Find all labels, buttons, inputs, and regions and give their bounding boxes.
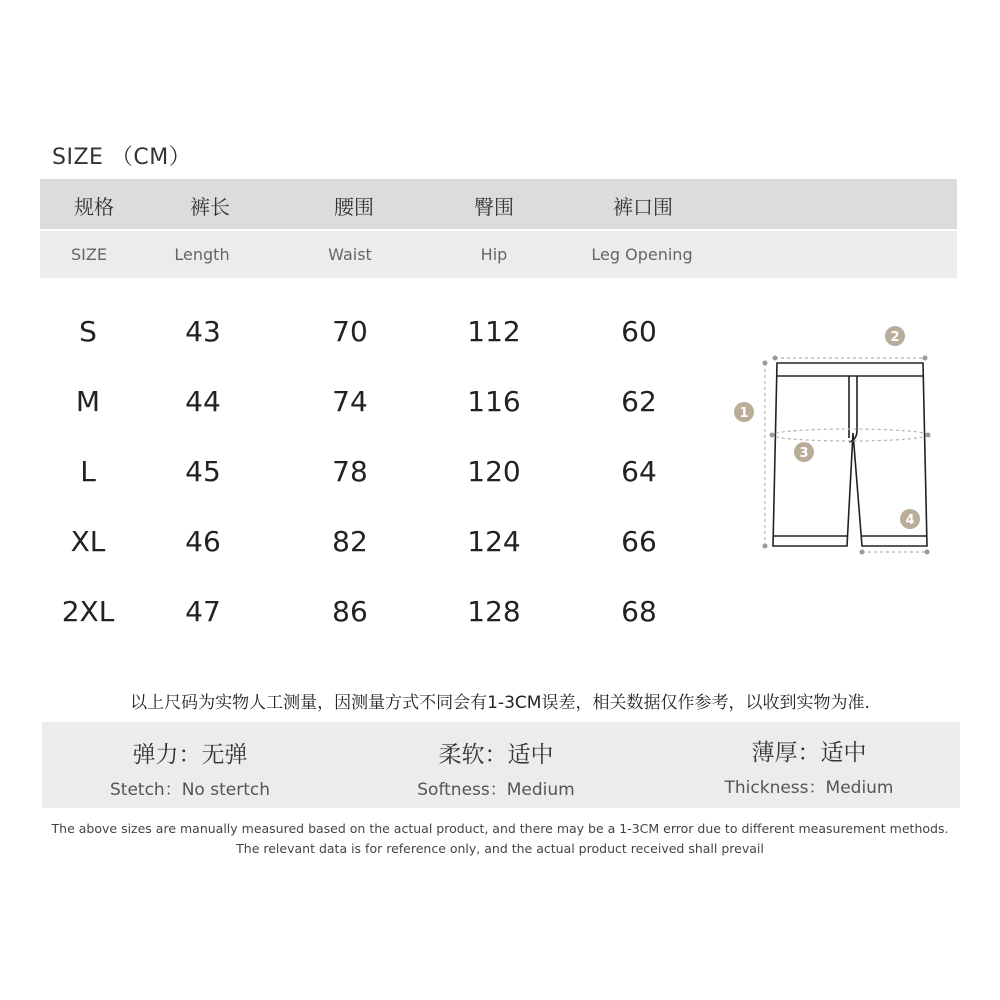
table-row — [0, 315, 720, 355]
marker-3-label: 3 — [799, 446, 809, 461]
table-row — [0, 455, 720, 495]
cell-length: 44 — [185, 385, 221, 418]
cell-leg-opening: 62 — [621, 385, 657, 418]
header-size-en: SIZE — [71, 245, 107, 264]
marker-4-label: 4 — [905, 513, 915, 528]
attribute-thickness-cn: 薄厚：适中 — [751, 740, 867, 766]
cell-leg-opening: 60 — [621, 315, 657, 348]
cell-waist: 74 — [332, 385, 368, 418]
cell-size: XL — [70, 525, 106, 558]
attribute-thickness-en: Thickness：Medium — [724, 778, 894, 798]
marker-1-badge — [734, 402, 754, 422]
cell-size: S — [79, 315, 97, 348]
attribute-stretch-en: Stetch：No stertch — [110, 780, 270, 800]
cell-hip: 120 — [467, 455, 521, 488]
marker-3-badge — [794, 442, 814, 462]
measurement-note-en-line-2: The relevant data is for reference only, and the actual product received shall prevail — [236, 841, 764, 856]
cell-waist: 86 — [332, 595, 368, 628]
cell-length: 43 — [185, 315, 221, 348]
header-size-cn: 规格 — [74, 195, 114, 219]
measurement-note-cn: 以上尺码为实物人工测量，因测量方式不同会有1-3CM误差，相关数据仅作参考，以收到实物为准. — [130, 693, 870, 713]
cell-leg-opening: 66 — [621, 525, 657, 558]
measurement-note-en-line-1: The above sizes are manually measured based on the actual product, and there may be a 1-3CM error due to different measurement methods. — [51, 821, 949, 836]
cell-waist: 78 — [332, 455, 368, 488]
header-waist-cn: 腰围 — [334, 195, 374, 219]
marker-4-badge — [900, 509, 920, 529]
cell-hip: 112 — [467, 315, 521, 348]
attribute-softness-cn: 柔软：适中 — [438, 742, 554, 768]
cell-leg-opening: 64 — [621, 455, 657, 488]
cell-leg-opening: 68 — [621, 595, 657, 628]
cell-hip: 128 — [467, 595, 521, 628]
attribute-softness-en: Softness：Medium — [417, 780, 575, 800]
fabric-attributes — [42, 722, 960, 808]
table-row — [0, 595, 720, 635]
marker-2-label: 2 — [890, 330, 900, 345]
attribute-softness — [417, 736, 574, 800]
header-length-en: Length — [174, 245, 230, 264]
shorts-measurement-diagram — [725, 318, 975, 568]
cell-size: 2XL — [61, 595, 115, 628]
cell-size: M — [75, 385, 101, 418]
cell-hip: 124 — [467, 525, 521, 558]
header-length-cn: 裤长 — [190, 195, 230, 219]
header-hip-en: Hip — [480, 245, 508, 264]
marker-2-badge — [885, 326, 905, 346]
attribute-thickness — [725, 734, 894, 798]
header-hip-cn: 臀围 — [474, 195, 514, 219]
size-chart-title: SIZE （CM） — [52, 145, 192, 170]
cell-waist: 70 — [332, 315, 368, 348]
cell-waist: 82 — [332, 525, 368, 558]
attribute-stretch — [110, 736, 270, 800]
measurement-note-en — [0, 819, 1000, 859]
header-waist-en: Waist — [328, 245, 372, 264]
marker-1-label: 1 — [739, 406, 749, 421]
header-leg-opening-en: Leg Opening — [591, 245, 693, 264]
cell-length: 45 — [185, 455, 221, 488]
table-row — [0, 385, 720, 425]
table-row — [0, 525, 720, 565]
cell-size: L — [80, 455, 96, 488]
cell-length: 46 — [185, 525, 221, 558]
header-row-english — [40, 231, 957, 278]
header-leg-opening-cn: 裤口围 — [613, 195, 673, 219]
cell-length: 47 — [185, 595, 221, 628]
attribute-stretch-cn: 弹力：无弹 — [132, 742, 248, 768]
cell-hip: 116 — [467, 385, 521, 418]
header-row-chinese — [40, 179, 957, 229]
